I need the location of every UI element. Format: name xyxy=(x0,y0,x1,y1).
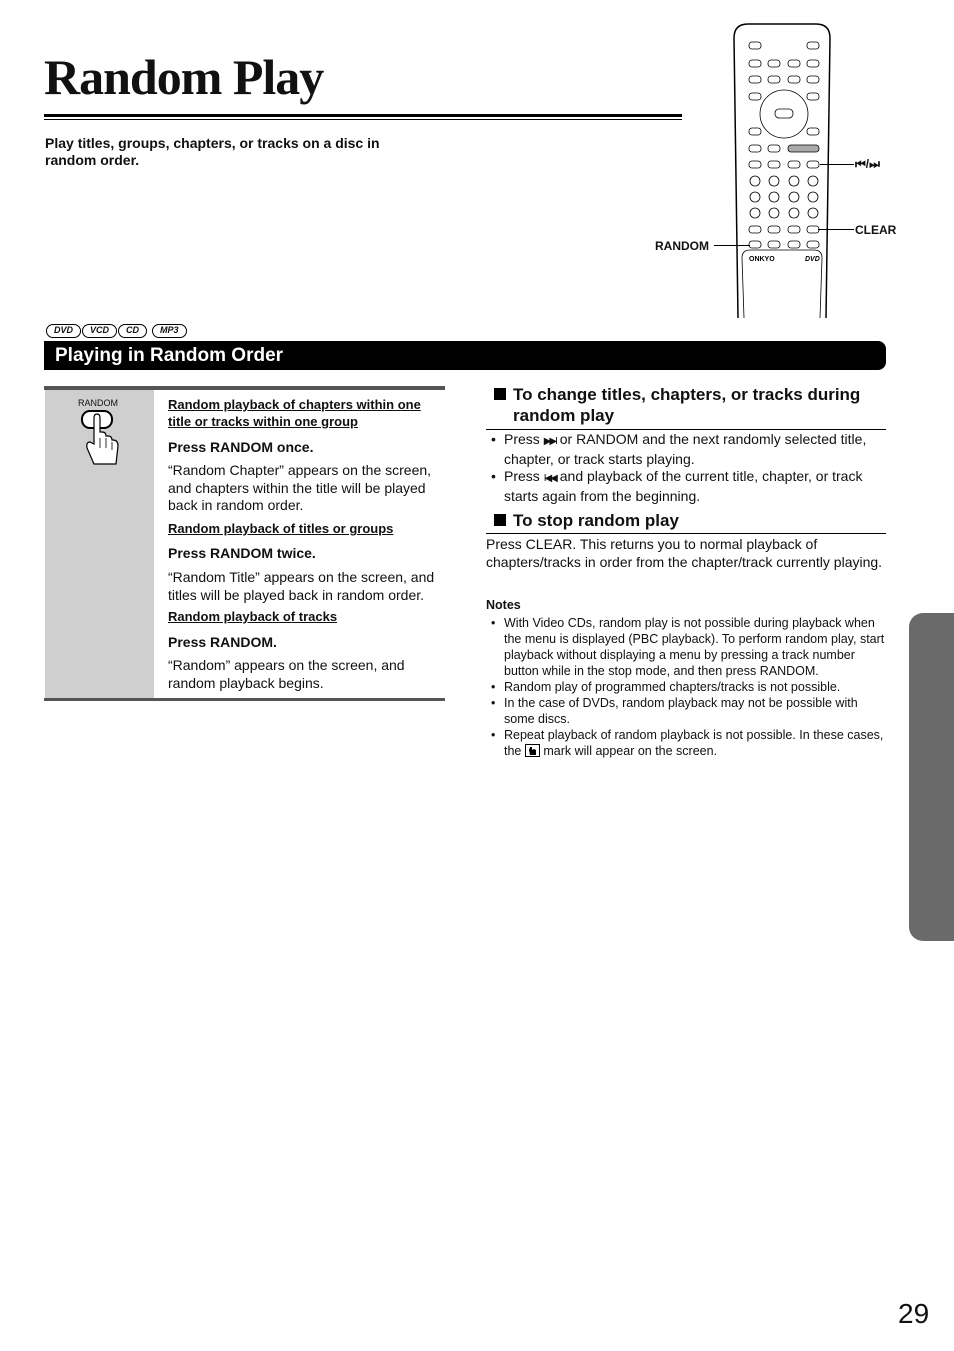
block3-text: “Random” appears on the screen, and random playback begins. xyxy=(168,657,405,691)
note-item: • Random play of programmed chapters/tracks is not possible. xyxy=(486,679,888,695)
change-bullet-previous: • Press I◀◀ and playback of the current title, chapter, or track starts again from the beginning. xyxy=(486,468,886,505)
change-section-bullets xyxy=(486,431,886,505)
random-button-label: RANDOM xyxy=(78,398,118,408)
block2-text: “Random Title” appears on the screen, and titles will be played back in random order. xyxy=(168,569,435,603)
note-item: • In the case of DVDs, random playback may not be possible with some discs. xyxy=(486,695,888,727)
block1-press: Press RANDOM once. xyxy=(168,439,314,455)
disc-badge-vcd: VCD xyxy=(82,324,117,338)
change-bullet-next: • Press ▶▶I or RANDOM and the next randomly selected title, chapter, or track starts playing. xyxy=(486,431,886,468)
remote-control-illustration xyxy=(730,18,840,320)
random-leader-line xyxy=(714,245,750,246)
previous-icon: I◀◀ xyxy=(543,473,556,484)
remote-dvd-logo: DVD xyxy=(805,256,820,263)
stop-section-heading xyxy=(494,510,886,531)
change-section-heading xyxy=(494,384,886,426)
chapter-side-tab xyxy=(909,613,954,941)
skip-leader-line xyxy=(820,164,854,165)
hand-pressing-button-icon xyxy=(78,408,122,472)
stop-heading-text: To stop random play xyxy=(513,511,679,530)
remote-brand-text: ONKYO xyxy=(749,256,775,263)
notes-label: Notes xyxy=(486,598,521,612)
stop-heading-rule xyxy=(486,533,886,534)
skip-callout: ⏮/⏭ xyxy=(855,157,880,171)
clear-callout: CLEAR xyxy=(855,223,897,237)
table-bottom-rule xyxy=(44,698,445,701)
next-icon: ▶▶I xyxy=(543,436,556,447)
change-heading-text: To change titles, chapters, or tracks during random play xyxy=(513,385,861,425)
title-rule xyxy=(44,114,682,117)
block3-heading: Random playback of tracks xyxy=(168,609,338,624)
block3-press: Press RANDOM. xyxy=(168,634,277,650)
clear-leader-line xyxy=(818,229,854,230)
block2-heading: Random playback of titles or groups xyxy=(168,521,394,536)
disc-badge-cd: CD xyxy=(118,324,147,338)
block2-press: Press RANDOM twice. xyxy=(168,545,316,561)
block1-heading: Random playback of chapters within one title or tracks within one group xyxy=(168,397,421,429)
prohibited-hand-icon xyxy=(525,744,540,757)
note-item: • With Video CDs, random play is not possible during playback when the menu is displayed (PBC playback). To perform random play, start playback without displaying a menu by pressing a track number button while in the stop mode, and then press RANDOM. xyxy=(486,615,888,679)
random-callout: RANDOM xyxy=(655,239,709,253)
section-title-bar: Playing in Random Order xyxy=(44,341,886,370)
block1-text: “Random Chapter” appears on the screen, and chapters within the title will be played back in random order. xyxy=(168,462,432,513)
disc-badge-mp3: MP3 xyxy=(152,324,187,338)
intro-text: Play titles, groups, chapters, or tracks on a disc in random order. xyxy=(45,135,380,168)
notes-list xyxy=(486,615,888,759)
stop-section-text: Press CLEAR. This returns you to normal playback of chapters/tracks in order from the chapter/track currently playing. xyxy=(486,536,883,570)
page-number: 29 xyxy=(898,1298,930,1329)
title-rule-thin xyxy=(44,119,682,120)
note-item: • Repeat playback of random playback is not possible. In these cases, the mark will appear on the screen. xyxy=(486,727,888,759)
change-heading-rule xyxy=(486,429,886,430)
page-title: Random Play xyxy=(44,49,324,105)
heading-square-icon xyxy=(494,388,506,400)
disc-badge-dvd: DVD xyxy=(46,324,81,338)
heading-square-icon xyxy=(494,514,506,526)
